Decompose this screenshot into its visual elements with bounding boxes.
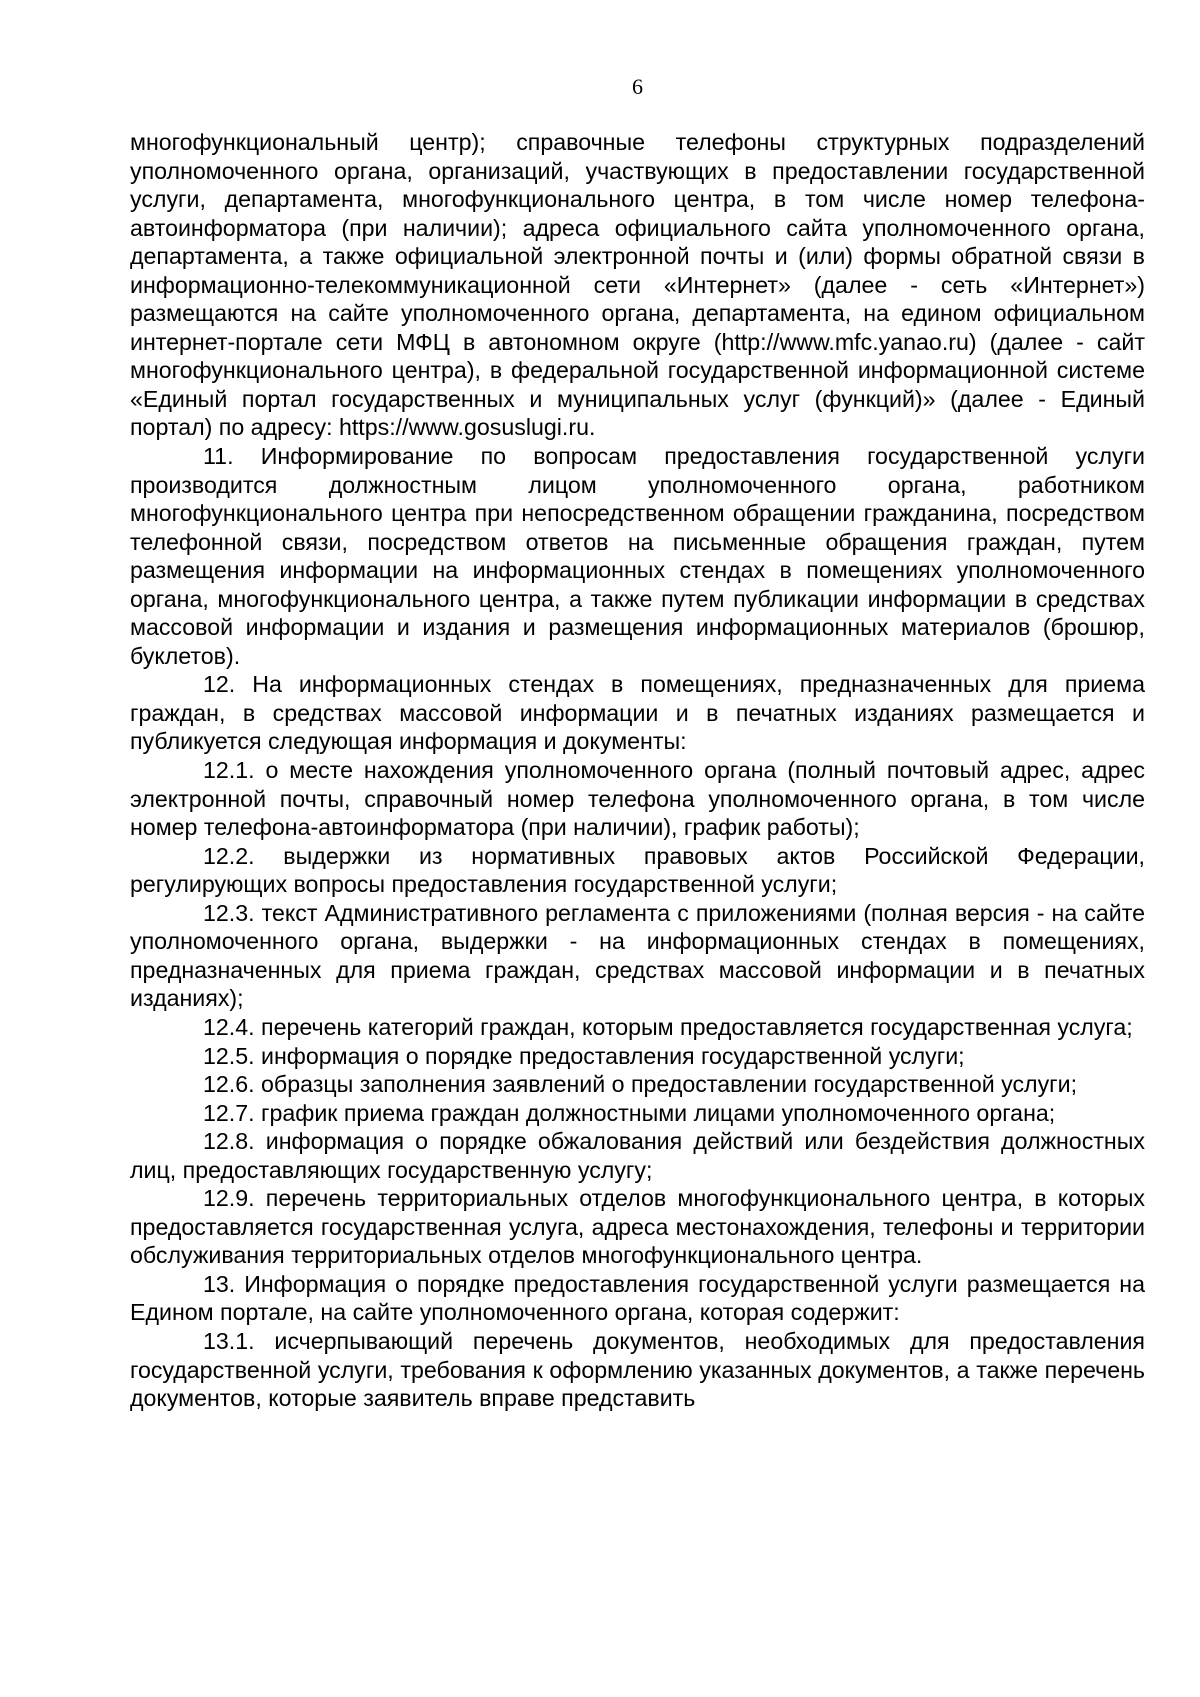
paragraph-12-9: 12.9. перечень территориальных отделов многофункционального центра, в которых предоставляется государственная услуга, адреса местонахождения, телефоны и территории обслуживания территориальных отделов многофункционального центра. <box>130 1185 1145 1269</box>
paragraph-12-3: 12.3. текст Административного регламента с приложениями (полная версия - на сайте уполномоченного органа, выдержки - на информационных стендах в помещениях, предназначенных для приема граждан, средствах массовой информации и в печатных изданиях); <box>130 899 1145 1012</box>
paragraph-12-5: 12.5. информация о порядке предоставления государственной услуги; <box>203 1042 965 1069</box>
paragraph-12: 12. На информационных стендах в помещениях, предназначенных для приема граждан, в средствах массовой информации и в печатных изданиях размещается и публикуется следующая информация и документы: <box>130 671 1145 755</box>
paragraph-12-7: 12.7. график приема граждан должностными лицами уполномоченного органа; <box>203 1099 1056 1126</box>
paragraph-12-2: 12.2. выдержки из нормативных правовых актов Российской Федерации, регулирующих вопросы предоставления государственной услуги; <box>130 842 1145 898</box>
paragraph-12-6: 12.6. образцы заполнения заявлений о предоставлении государственной услуги; <box>203 1071 1078 1098</box>
paragraph-12-1: 12.1. о месте нахождения уполномоченного органа (полный почтовый адрес, адрес электронной почты, справочный номер телефона уполномоченного органа, в том числе номер телефона-автоинформатора (при наличии), график работы); <box>130 757 1145 841</box>
document-body <box>130 128 1145 1413</box>
paragraph-12-4: 12.4. перечень категорий граждан, которым предоставляется государственная услуга; <box>203 1013 1133 1040</box>
page-number: 6 <box>632 74 643 99</box>
paragraph-12-8: 12.8. информация о порядке обжалования действий или бездействия должностных лиц, предоставляющих государственную услугу; <box>130 1128 1145 1183</box>
paragraph-13-1: 13.1. исчерпывающий перечень документов, необходимых для предоставления государственной услуги, требования к оформлению указанных документов, а также перечень документов, которые заявитель вправе представить <box>130 1327 1145 1412</box>
paragraph-13: 13. Информация о порядке предоставления государственной услуги размещается на Едином портале, на сайте уполномоченного органа, которая содержит: <box>130 1270 1145 1326</box>
paragraph-continuation: многофункциональный центр); справочные телефоны структурных подразделений уполномоченного органа, организаций, участвующих в предоставлении государственной услуги, департамента, многофункционального центра, в том числе номер телефона-автоинформатора (при наличии); адреса официального сайта уполномоченного органа, департамента, а также официальной электронной почты и (или) формы обратной связи в информационно-телекоммуникационной сети «Интернет» (далее - сеть «Интернет») размещаются на сайте уполномоченного органа, департамента, на едином официальном интернет-портале сети МФЦ в автономном округе (http://www.mfc.yanao.ru) (далее - сайт многофункционального центра), в федеральной государственной информационной системе «Единый портал государственных и муниципальных услуг (функций)» (далее - Единый портал) по адресу: https://www.gosuslugi.ru. <box>130 129 1145 441</box>
paragraph-11: 11. Информирование по вопросам предоставления государственной услуги производится должностным лицом уполномоченного органа, работником многофункционального центра при непосредственном обращении гражданина, посредством телефонной связи, посредством ответов на письменные обращения граждан, путем размещения информации на информационных стендах в помещениях уполномоченного органа, многофункционального центра, а также путем публикации информации в средствах массовой информации и издания и размещения информационных материалов (брошюр, буклетов). <box>130 443 1145 669</box>
